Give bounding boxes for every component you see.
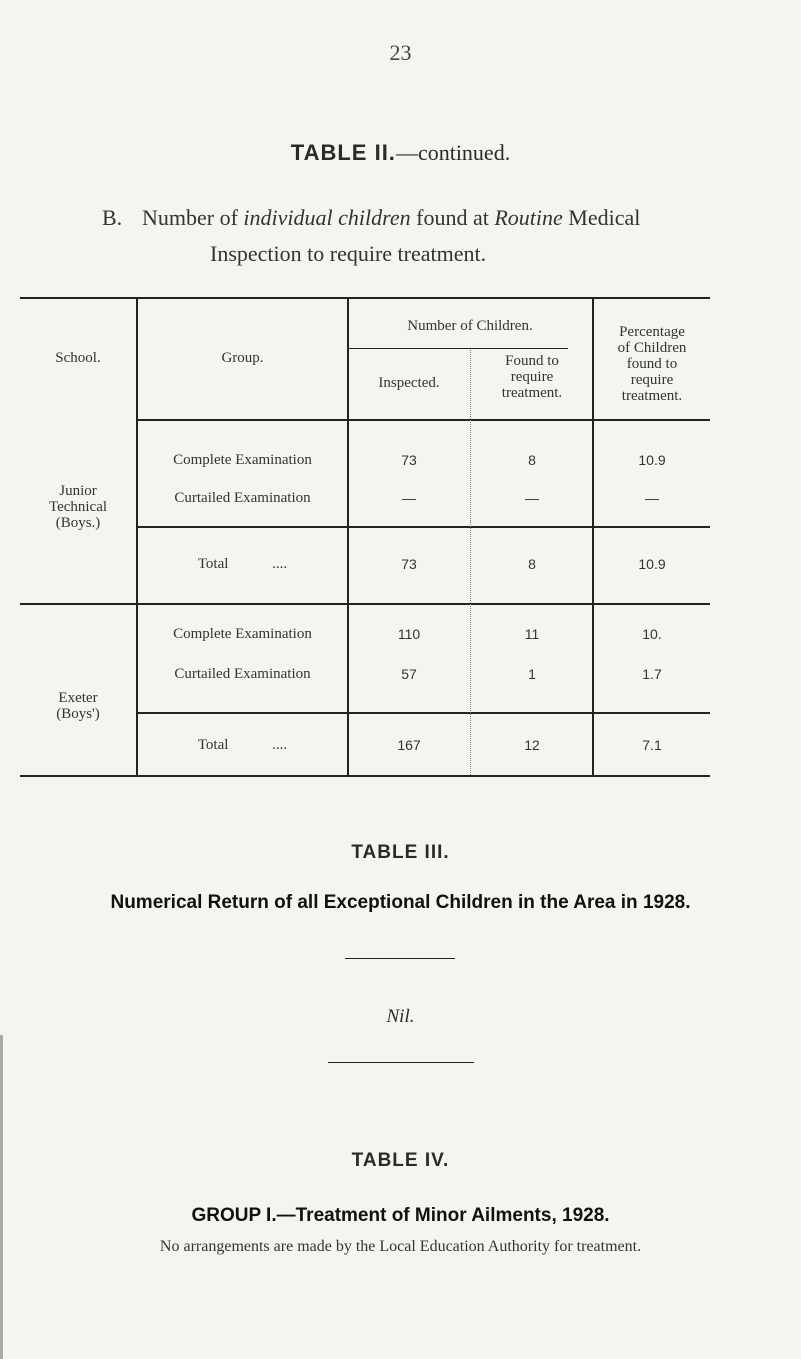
found-cell: 11	[524, 626, 540, 642]
group-cell: Complete Examination	[173, 452, 312, 468]
header-found-line: require	[510, 369, 554, 385]
inspected-cell: 57	[401, 666, 417, 682]
table2-subtitle	[102, 200, 742, 272]
table-bottom-rule	[20, 775, 710, 777]
header-found-line: Found to	[505, 353, 559, 369]
found-total: 8	[528, 556, 536, 572]
inspected-total: 167	[397, 737, 421, 753]
header-percentage	[594, 324, 710, 404]
percentage-cell: 10.9	[638, 452, 666, 468]
total-label: Total	[197, 556, 229, 572]
page-number: 23	[389, 40, 412, 65]
divider-rule	[328, 1062, 474, 1063]
subtitle-italic: Routine	[494, 205, 563, 230]
percentage-total: 7.1	[642, 737, 662, 753]
header-found	[472, 353, 592, 401]
table2-heading	[0, 140, 801, 166]
group-cell: Complete Examination	[173, 626, 312, 642]
leader-dots: ....	[272, 737, 288, 753]
col-divider-inspected	[470, 350, 471, 775]
table3-title: TABLE III.	[351, 842, 450, 863]
school-name-line: (Boys.)	[55, 515, 101, 531]
inspected-cell: 110	[397, 626, 421, 642]
percentage-cell: —	[645, 490, 659, 506]
found-cell: 8	[528, 452, 536, 468]
table3-subtitle: Numerical Return of all Exceptional Children in the Area in 1928.	[110, 892, 691, 913]
inspected-cell: —	[402, 490, 416, 506]
header-found-line: treatment.	[501, 385, 563, 401]
table4-subtitle: GROUP I.—Treatment of Minor Ailments, 1928.	[191, 1205, 610, 1226]
header-percentage-line: of Children	[617, 340, 687, 356]
table4-title: TABLE IV.	[351, 1150, 450, 1171]
subtitle-italic: individual children	[243, 205, 411, 230]
header-school: School.	[55, 350, 101, 366]
subtitle-part: Number of	[142, 205, 244, 230]
subtitle-label: B.	[102, 205, 123, 230]
group-cell: Curtailed Examination	[174, 666, 311, 682]
table2-heading-continued: —continued.	[395, 140, 511, 165]
number-header-rule	[348, 348, 568, 349]
header-percentage-line: found to	[626, 356, 678, 372]
page-edge-shadow	[0, 1035, 3, 1359]
found-cell: 1	[528, 666, 536, 682]
group-cell: Curtailed Examination	[174, 490, 311, 506]
inspected-cell: 73	[401, 452, 417, 468]
col-divider-school	[136, 297, 138, 775]
found-cell: —	[525, 490, 539, 506]
percentage-cell: 1.7	[642, 666, 662, 682]
found-total: 12	[524, 737, 540, 753]
school-name-line: Junior	[59, 483, 97, 499]
inspected-total: 73	[401, 556, 417, 572]
header-group: Group.	[221, 350, 264, 366]
percentage-total: 10.9	[638, 556, 666, 572]
header-number-of-children: Number of Children.	[407, 318, 533, 334]
table4-note: No arrangements are made by the Local Education Authority for treatment.	[159, 1238, 642, 1255]
total-label: Total	[197, 737, 229, 753]
subtitle-part: Medical	[562, 205, 641, 230]
subtitle-part: found at	[410, 205, 495, 230]
table2-heading-label: TABLE II.	[290, 140, 396, 165]
total-row-label	[138, 556, 347, 573]
col-divider-group	[347, 297, 349, 775]
table-top-rule	[20, 297, 710, 299]
subtitle-line2: Inspection to require treatment.	[210, 241, 487, 266]
header-percentage-line: treatment.	[621, 388, 683, 404]
header-percentage-line: Percentage	[619, 324, 685, 340]
junior-total-rule	[138, 526, 710, 528]
school-separator-rule	[20, 603, 710, 605]
school-name-junior-technical	[20, 483, 136, 531]
school-name-line: Exeter	[58, 690, 98, 706]
header-bottom-rule	[138, 419, 710, 421]
school-name-line: (Boys')	[56, 706, 100, 722]
header-percentage-line: require	[630, 372, 674, 388]
percentage-cell: 10.	[642, 626, 662, 642]
header-inspected: Inspected.	[378, 375, 440, 391]
leader-dots: ....	[272, 556, 288, 572]
divider-rule	[345, 958, 455, 959]
exeter-total-rule	[138, 712, 710, 714]
school-name-line: Technical	[48, 499, 108, 515]
school-name-exeter	[20, 690, 136, 722]
table3-value: Nil.	[386, 1006, 415, 1027]
total-row-label	[138, 737, 347, 754]
